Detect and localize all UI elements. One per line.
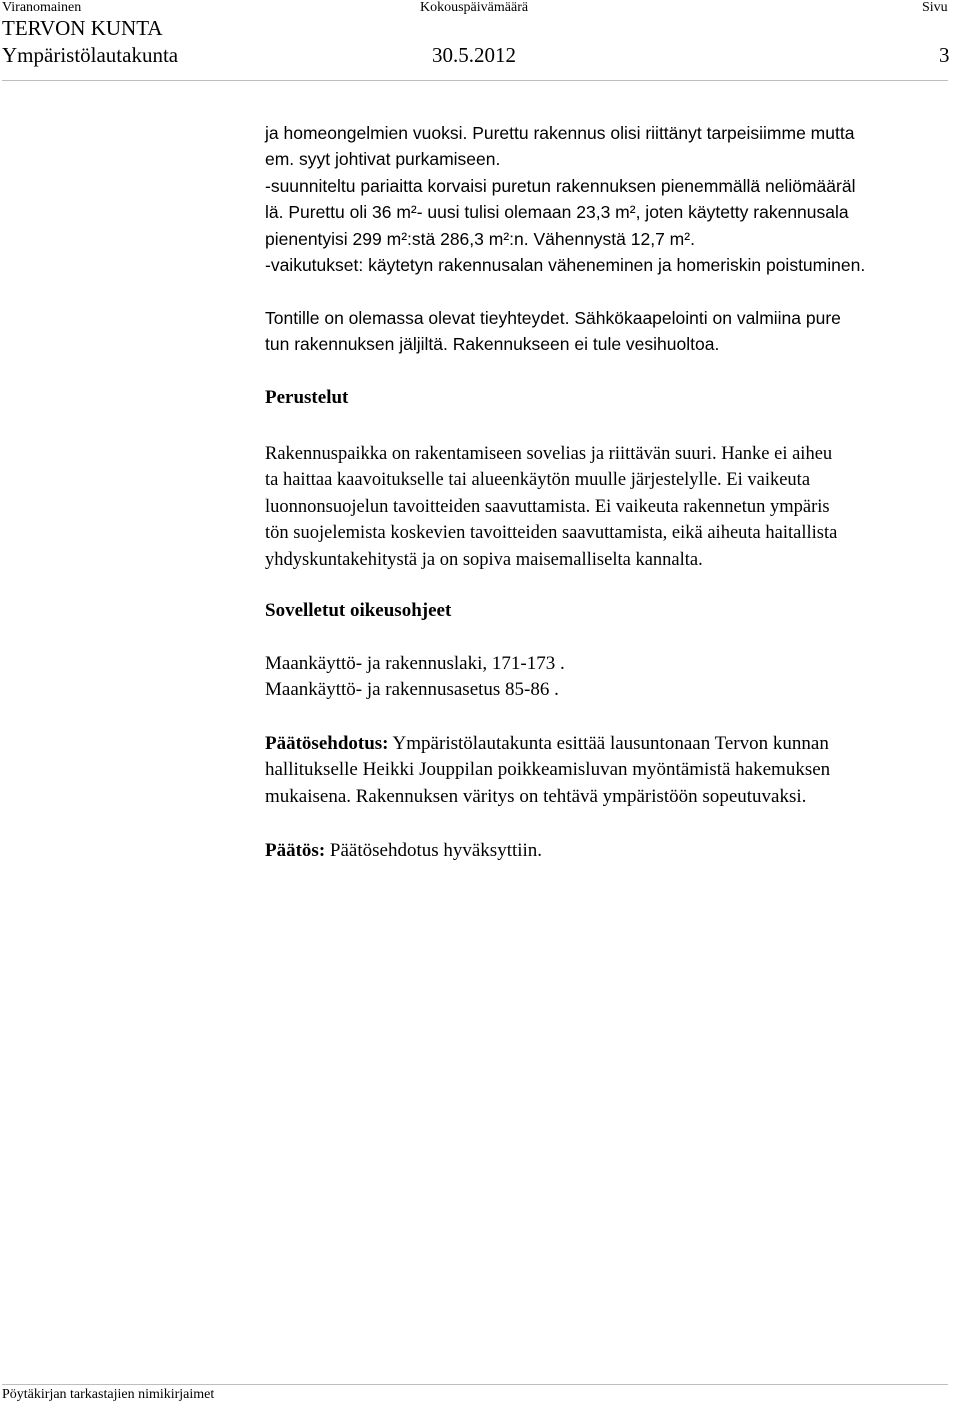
- text-line: luonnonsuojelun tavoitteiden saavuttamista. Ei vaikeuta rakennetun ympäris: [265, 496, 830, 517]
- municipality-name: TERVON KUNTA: [2, 16, 163, 40]
- text-line: hallitukselle Heikki Jouppilan poikkeamisluvan myöntämistä hakemuksen: [265, 759, 831, 781]
- header-viranomainen-label: Viranomainen: [2, 0, 82, 15]
- text-line: Tontille on olemassa olevat tieyhteydet. Sähkökaapelointi on valmiina pure: [265, 308, 841, 328]
- paragraph-tieyhteydet: [265, 305, 955, 358]
- footer-signatures-label: Pöytäkirjan tarkastajien nimikirjaimet: [2, 1387, 215, 1402]
- text-line: yhdyskuntakehitystä ja on sopiva maisemalliselta kannalta.: [265, 549, 703, 570]
- text-line: pienentyisi 299 m²:stä 286,3 m²:n. Vähennystä 12,7 m².: [265, 228, 695, 249]
- text-line: tön suojelemista koskevien tavoitteiden saavuttamista, eikä aiheuta haitallista: [265, 523, 838, 544]
- text-line: ja homeongelmien vuoksi. Purettu rakennus olisi riittänyt tarpeisiimme mutta: [265, 123, 855, 143]
- text-line: -suunniteltu pariaitta korvaisi puretun rakennuksen pienemmällä neliömääräl: [265, 175, 856, 196]
- paatos-label: Päätös:: [265, 840, 326, 861]
- header-kokouspaiva-label: Kokouspäivämäärä: [420, 0, 529, 15]
- page-number: 3: [939, 43, 950, 67]
- authority-name: Ympäristölautakunta: [2, 43, 179, 67]
- text-line: em. syyt johtivat purkamiseen.: [265, 149, 501, 170]
- law-reference: Maankäyttö- ja rakennuslaki, 171-173 .: [265, 653, 565, 674]
- paragraph-perustelut: [265, 441, 955, 573]
- text-line: lä. Purettu oli 36 m²- uusi tulisi olemaan 23,3 m², joten käytetty rakennusala: [265, 202, 849, 223]
- paragraph-purettu-rakennus: [265, 120, 955, 278]
- text-line: -vaikutukset: käytetyn rakennusalan väheneminen ja homeriskin poistuminen.: [265, 255, 866, 276]
- paatos-line: [265, 838, 955, 864]
- text-line: Rakennuspaikka on rakentamiseen sovelias ja riittävän suuri. Hanke ei aiheu: [265, 444, 833, 464]
- paatosehdotus-text: Ympäristölautakunta esittää lausuntonaan Tervon kunnan: [388, 733, 829, 754]
- text-line: ta haittaa kaavoitukselle tai alueenkäytön muulle järjestelylle. Ei vaikeuta: [265, 470, 811, 491]
- footer-divider: [2, 1384, 948, 1385]
- law-reference: Maankäyttö- ja rakennusasetus 85-86 .: [265, 679, 559, 701]
- header-divider: [2, 80, 948, 81]
- paragraph-oikeusohjeet: [265, 651, 955, 704]
- paatosehdotus-label: Päätösehdotus:: [265, 733, 389, 754]
- paatos-text: Päätösehdotus hyväksyttiin.: [325, 840, 543, 861]
- paragraph-paatosehdotus: [265, 731, 955, 810]
- heading-oikeusohjeet: Sovelletut oikeusohjeet: [265, 600, 452, 621]
- header-sivu-label: Sivu: [922, 0, 948, 15]
- paragraph-paatos: [265, 838, 955, 864]
- text-line: tun rakennuksen jäljiltä. Rakennukseen ei tule vesihuoltoa.: [265, 334, 720, 355]
- text-line: mukaisena. Rakennuksen väritys on tehtävä ympäristöön sopeutuvaksi.: [265, 785, 807, 807]
- paatosehdotus-first-line: [265, 731, 955, 757]
- meeting-date: 30.5.2012: [432, 43, 516, 67]
- heading-perustelut: Perustelut: [265, 387, 349, 408]
